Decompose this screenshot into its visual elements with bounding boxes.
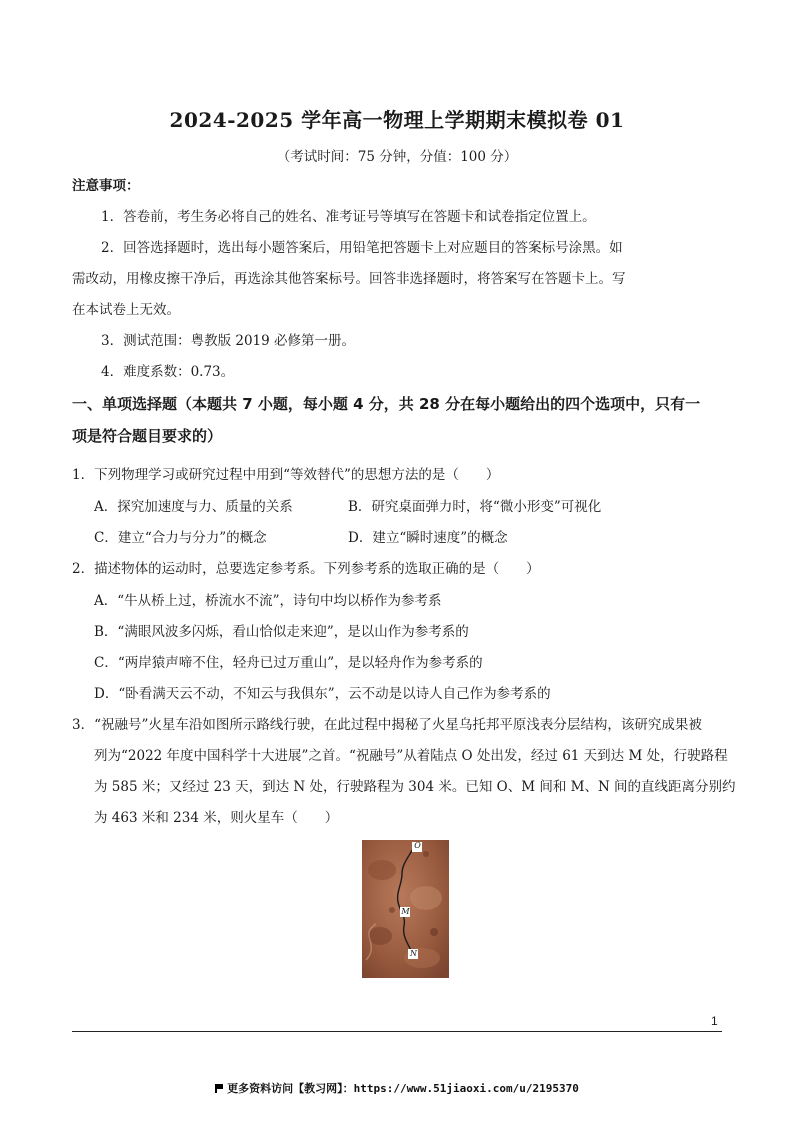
footer-link[interactable]: 更多资料访问【教习网】：https://www.51jiaoxi.com/u/2195370 (227, 1082, 579, 1095)
question-1-option-b: B．研究桌面弹力时，将“微小形变”可视化 (348, 499, 602, 515)
notice-item: 在本试卷上无效。 (72, 302, 180, 318)
question-1-option-a: A．探究加速度与力、质量的关系 (94, 499, 293, 515)
page-number: 1 (711, 1014, 718, 1028)
question-2-option-c: C．“两岸猿声啼不住，轻舟已过万重山”，是以轻舟作为参考系的 (94, 655, 483, 671)
question-1-stem: 1．下列物理学习或研究过程中用到“等效替代”的思想方法的是（ ） (72, 467, 500, 483)
section-heading-cont: 项是符合题目要求的） (72, 427, 223, 445)
question-2-option-b: B．“满眼风波多闪烁，看山恰似走来迎”，是以山作为参考系的 (94, 624, 469, 640)
question-1-option-c: C．建立“合力与分力”的概念 (94, 530, 267, 546)
notice-heading: 注意事项： (72, 178, 140, 194)
question-3-line: 为 463 米和 234 米，则火星车（ ） (94, 810, 339, 826)
page-title: 2024-2025 学年高一物理上学期期末模拟卷 01 (169, 108, 625, 132)
footer-banner (0, 1080, 794, 1096)
question-2-option-a: A．“牛从桥上过，桥流水不流”，诗句中均以桥作为参考系 (94, 593, 442, 609)
question-2-option-d: D．“卧看满天云不动，不知云与我俱东”，云不动是以诗人自己作为参考系的 (94, 686, 551, 702)
notice-item: 3．测试范围：粤教版 2019 必修第一册。 (101, 333, 356, 349)
question-3-line: 为 585 米；又经过 23 天，到达 N 处，行驶路程为 304 米。已知 O、M 间和 M、N 间的直线距离分别约 (94, 779, 736, 795)
notice-item: 1．答卷前，考生务必将自己的姓名、准考证号等填写在答题卡和试卷指定位置上。 (101, 209, 596, 225)
flag-icon (215, 1084, 223, 1093)
question-1-option-d: D．建立“瞬时速度”的概念 (348, 530, 508, 546)
question-3-line: 3．“祝融号”火星车沿如图所示路线行驶，在此过程中揭秘了火星乌托邦平原浅表分层结构，该研究成果被 (72, 717, 702, 733)
question-3-line: 列为“2022 年度中国科学十大进展”之首。“祝融号”从着陆点 O 处出发，经过 61 天到达 M 处，行驶路程 (94, 748, 728, 764)
notice-item: 2．回答选择题时，选出每小题答案后，用铅笔把答题卡上对应题目的答案标号涂黑。如 (101, 240, 623, 256)
mars-route-figure (362, 840, 449, 978)
notice-item: 需改动，用橡皮擦干净后，再选涂其他答案标号。回答非选择题时，将答案写在答题卡上。写 (72, 271, 626, 287)
section-heading: 一、单项选择题（本题共 7 小题，每小题 4 分，共 28 分在每小题给出的四个选项中，只有一 (72, 395, 701, 413)
exam-info: （考试时间：75 分钟，分值：100 分） (276, 149, 518, 165)
footer-divider (72, 1031, 722, 1032)
point-m-label: M (401, 907, 410, 916)
point-o-label: O (414, 841, 421, 850)
question-2-stem: 2．描述物体的运动时，总要选定参考系。下列参考系的选取正确的是（ ） (72, 561, 540, 577)
notice-item: 4．难度系数：0.73。 (101, 364, 235, 380)
point-n-label: N (410, 949, 417, 958)
